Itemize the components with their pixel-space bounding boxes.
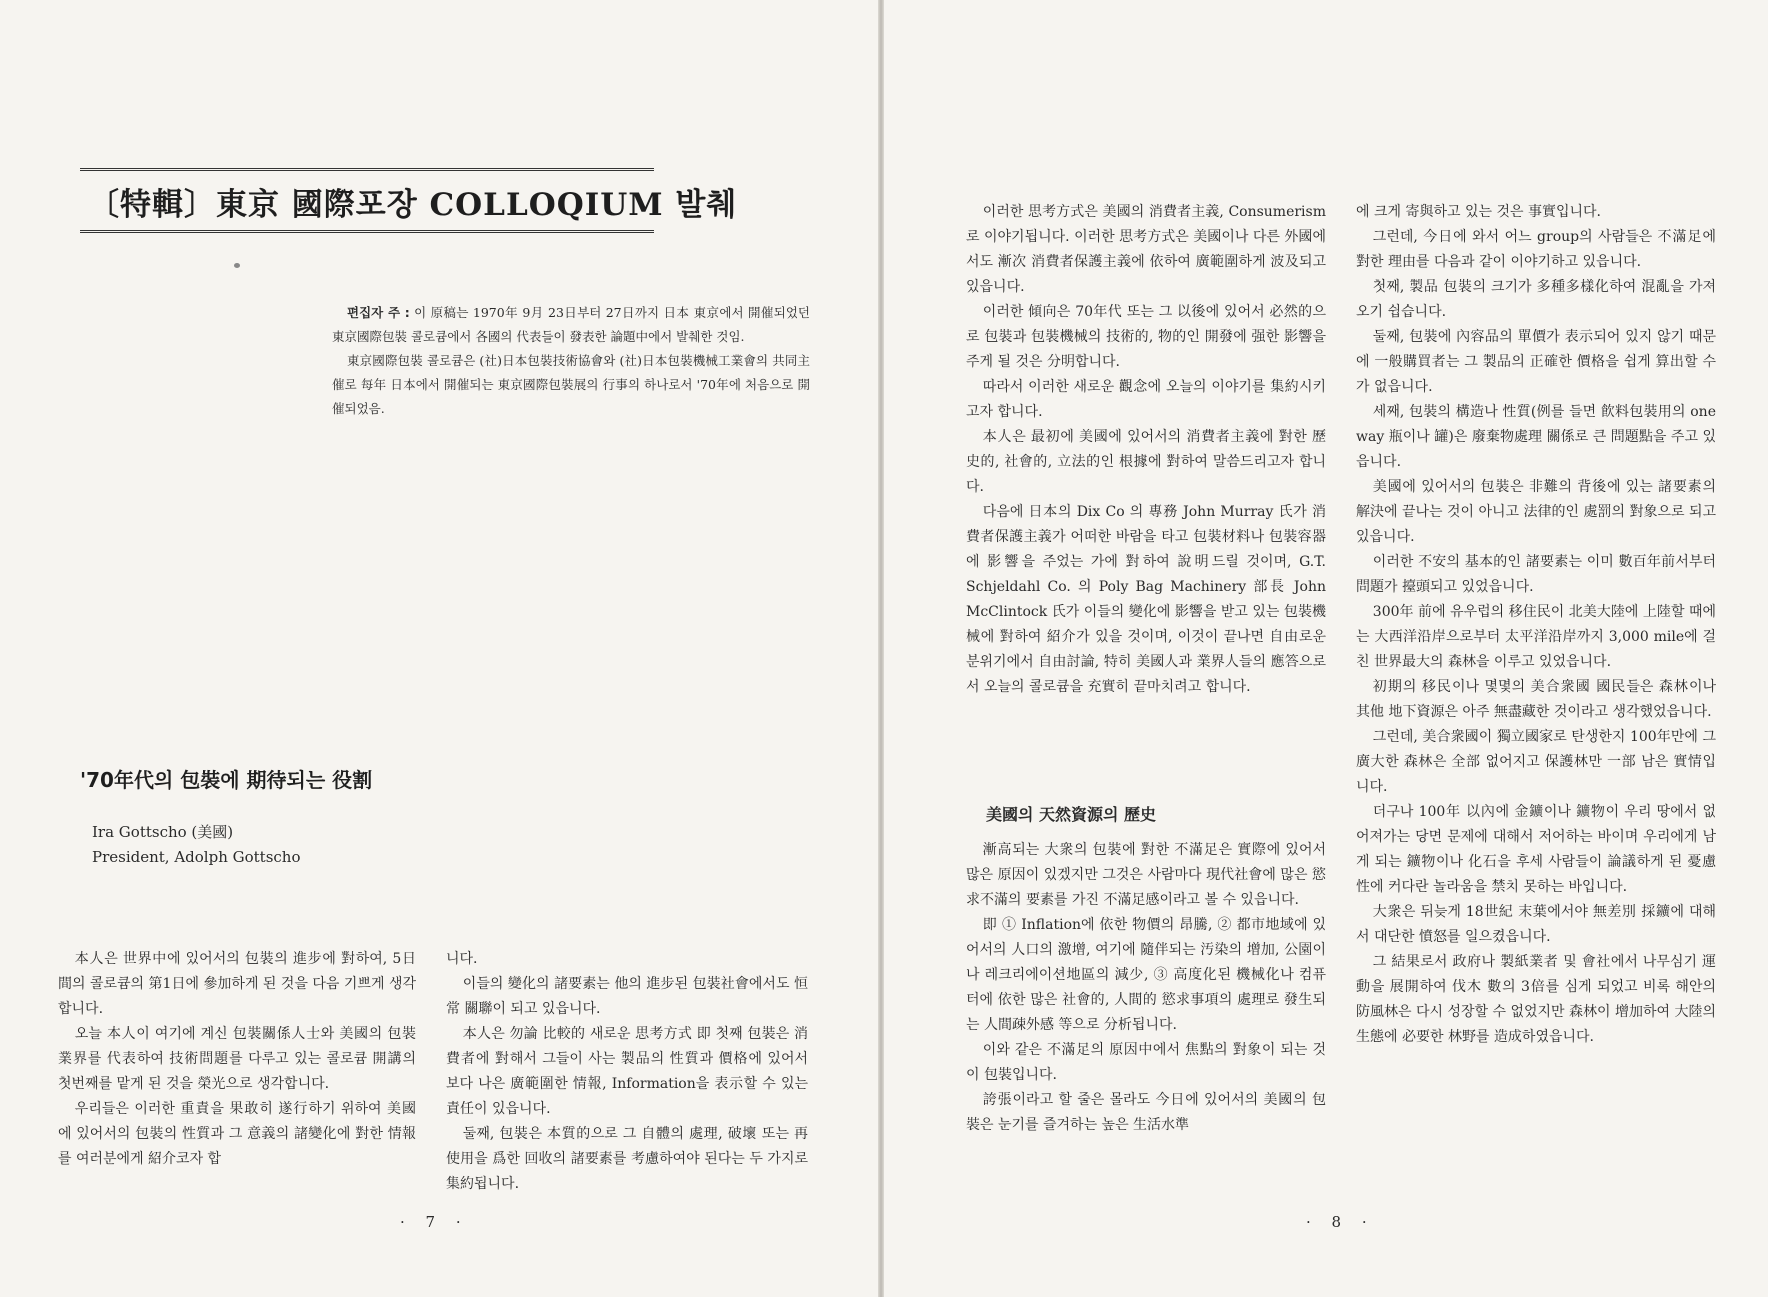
paragraph: 初期의 移民이나 몇몇의 美合衆國 國民들은 森林이나 其他 地下資源은 아주 無盡藏한 것이라고 생각했었읍니다. <box>1356 679 1716 720</box>
paragraph: 에 크게 寄與하고 있는 것은 事實입니다. <box>1356 204 1601 220</box>
paragraph: 그 結果로서 政府나 製紙業者 및 會社에서 나무심기 運動을 展開하여 伐木 數의 3倍를 심게 되었고 비록 해안의 防風林은 다시 성장할 수 없었지만 森林이 增加하여 大陸의 生態에 必要한 林野를 造成하였읍니다. <box>1356 954 1717 1045</box>
left-page-column-2 <box>446 947 808 1197</box>
paragraph: 이들의 變化의 諸要素는 他의 進步된 包裝社會에서도 恒常 關聯이 되고 있읍니다. <box>446 976 808 1017</box>
paragraph: 美國에 있어서의 包裝은 非難의 背後에 있는 諸要素의 解決에 끝나는 것이 아니고 法律的인 處罰의 對象으로 되고 있읍니다. <box>1356 479 1717 545</box>
paragraph: 첫째, 製品 包裝의 크기가 多種多樣化하여 混亂을 가져오기 쉽습니다. <box>1356 279 1716 320</box>
paragraph: 세째, 包裝의 構造나 性質(例를 들면 飮料包裝用의 one way 瓶이나 罐)은 廢棄物處理 關係로 큰 問題點을 주고 있읍니다. <box>1356 404 1716 470</box>
ink-speck <box>234 263 240 268</box>
paragraph: 이러한 不安의 基本的인 諸要素는 이미 數百年前서부터 問題가 擡頭되고 있었읍니다. <box>1356 554 1716 595</box>
paragraph: 그런데, 美合衆國이 獨立國家로 탄생한지 100年만에 그 廣大한 森林은 全部 없어지고 保護林만 一部 남은 實情입니다. <box>1356 729 1716 795</box>
author-title: President, Adolph Gottscho <box>92 848 301 866</box>
author-name: Ira Gottscho (美國) <box>92 823 234 841</box>
paragraph: 둘째, 包裝에 內容品의 單價가 表示되어 있지 않기 때문에 一般購買者는 그 製品의 正確한 價格을 쉽게 算出할 수가 없읍니다. <box>1356 329 1716 395</box>
right-page-column-1-section <box>966 838 1326 1138</box>
editor-note-label: 편집자 주 : <box>347 305 410 320</box>
page-number-right: · 8 · <box>1306 1213 1375 1231</box>
paragraph: 둘째, 包裝은 本質的으로 그 自體의 處理, 破壞 또는 再使用을 爲한 回收의 諸要素를 考慮하여야 된다는 두 가지로 集約됩니다. <box>446 1126 808 1192</box>
right-page-column-2 <box>1356 200 1716 1050</box>
paragraph: 이러한 思考方式은 美國의 消費者主義, Consumerism로 이야기됩니다. 이러한 思考方式은 美國이나 다른 外國에서도 漸次 消費者保護主義에 依하여 廣範圍하게 波及되고 있읍니다. <box>966 204 1326 295</box>
paragraph: 漸高되는 大衆의 包裝에 對한 不滿足은 實際에 있어서 많은 原因이 있겠지만 그것은 사람마다 現代社會에 많은 慾求不滿의 要素를 가진 不滿足感이라고 볼 수 있읍니다. <box>966 842 1326 908</box>
paragraph: 誇張이라고 할 줄은 몰라도 今日에 있어서의 美國의 包裝은 눈기를 즐겨하는 높은 生活水準 <box>966 1092 1326 1133</box>
feature-title-block <box>80 168 738 233</box>
paragraph: 本人은 勿論 比較的 새로운 思考方式 即 첫째 包裝은 消費者에 對해서 그들이 사는 製品의 性質과 價格에 있어서 보다 나은 廣範圍한 情報, Information을 表示할 수 있는 責任이 있읍니다. <box>446 1026 808 1117</box>
page-number-left: · 7 · <box>400 1213 469 1231</box>
left-page-column-1 <box>58 947 416 1172</box>
paragraph: 그런데, 今日에 와서 어느 group의 사람들은 不滿足에 對한 理由를 다음과 같이 이야기하고 있읍니다. <box>1356 229 1716 270</box>
feature-title: 〔特輯〕東京 國際포장 COLLOQIUM 발췌 <box>88 187 738 223</box>
paragraph: 니다. <box>446 951 478 967</box>
paragraph: 이와 같은 不滿足의 原因中에서 焦點의 對象이 되는 것이 包裝입니다. <box>966 1042 1326 1083</box>
paragraph: 大衆은 뒤늦게 18世紀 末葉에서야 無差別 採鑛에 대해서 대단한 憤怒를 일으켰읍니다. <box>1356 904 1716 945</box>
paragraph: 이러한 傾向은 70年代 또는 그 以後에 있어서 必然的으로 包裝과 包裝機械의 技術的, 物的인 開發에 强한 影響을 주게 될 것은 分明합니다. <box>966 304 1326 370</box>
paragraph: 本人은 世界中에 있어서의 包裝의 進步에 對하여, 5日間의 콜로큠의 第1日에 參加하게 된 것을 다음 기쁘게 생각합니다. <box>58 951 416 1017</box>
editor-note-text-1: 이 原稿는 1970年 9月 23日부터 27日까지 日本 東京에서 開催되었던 東京國際包裝 콜로큠에서 各國의 代表들이 發表한 論題中에서 발췌한 것임. <box>332 305 810 344</box>
paragraph: 더구나 100年 以內에 金鑛이나 鑛物이 우리 땅에서 없어져가는 당면 문제에 대해서 저어하는 바이며 우리에게 남게 되는 鑛物이나 化石을 후세 사람들이 論議하게 된 憂慮性에 커다란 놀라움을 禁치 못하는 바입니다. <box>1356 804 1716 895</box>
article-title: '70年代의 包裝에 期待되는 役割 <box>80 768 373 792</box>
editor-note <box>332 301 810 421</box>
paragraph: 우리들은 이러한 重責을 果敢히 遂行하기 위하여 美國에 있어서의 包裝의 性質과 그 意義의 諸變化에 對한 情報를 여러분에게 紹介코자 합 <box>58 1101 416 1167</box>
right-page-column-1 <box>966 200 1326 700</box>
paragraph: 다음에 日本의 Dix Co 의 專務 John Murray 氏가 消費者保護主義가 어떠한 바람을 타고 包裝材料나 包裝容器에 影響을 주었는 가에 對하여 說明드릴 것이며, G.T. Schjeldahl Co. 의 Poly Bag Machinery 部長 John McClintock 氏가 이들의 變化에 影響을 받고 있는 包裝機械에 對하여 紹介가 있을 것이며, 이것이 끝나면 自由로운 분위기에서 自由討論, 特히 美國人과 業界人들의 應答으로서 오늘의 콜로큠을 充實히 끝마치려고 합니다. <box>966 504 1326 695</box>
title-bottom-rule <box>80 230 654 233</box>
editor-note-text-2: 東京國際包裝 콜로큠은 (社)日本包裝技術協會와 (社)日本包裝機械工業會의 共同主催로 每年 日本에서 開催되는 東京國際包裝展의 行事의 하나로서 '70年에 처음으로 開催되었음. <box>332 353 810 416</box>
paragraph: 따라서 이러한 새로운 觀念에 오늘의 이야기를 集約시키고자 합니다. <box>966 379 1326 420</box>
paragraph: 即 ① Inflation에 依한 物價의 昂騰, ② 都市地域에 있어서의 人口의 激增, 여기에 隨伴되는 汚染의 增加, 公園이나 레크리에이션地區의 減少, ③ 高度化된 機械化나 컴퓨터에 依한 많은 社會的, 人間的 慾求事項의 處理로 發生되는 人間疎外感 等으로 分析됩니다. <box>966 917 1326 1033</box>
book-spine <box>878 0 884 1297</box>
paragraph: 오늘 本人이 여기에 계신 包裝關係人士와 美國의 包裝業界를 代表하여 技術問題를 다루고 있는 콜로큠 開講의 첫번째를 맡게 된 것을 榮光으로 생각합니다. <box>58 1026 416 1092</box>
author-block <box>92 820 301 870</box>
paragraph: 300年 前에 유우럽의 移住民이 北美大陸에 上陸할 때에는 大西洋沿岸으로부터 太平洋沿岸까지 3,000 mile에 걸친 世界最大의 森林을 이루고 있었읍니다. <box>1356 604 1716 670</box>
paragraph: 本人은 最初에 美國에 있어서의 消費者主義에 對한 歷史的, 社會的, 立法的인 根據에 對하여 말씀드리고자 합니다. <box>966 429 1326 495</box>
section-heading: 美國의 天然資源의 歷史 <box>986 805 1157 824</box>
